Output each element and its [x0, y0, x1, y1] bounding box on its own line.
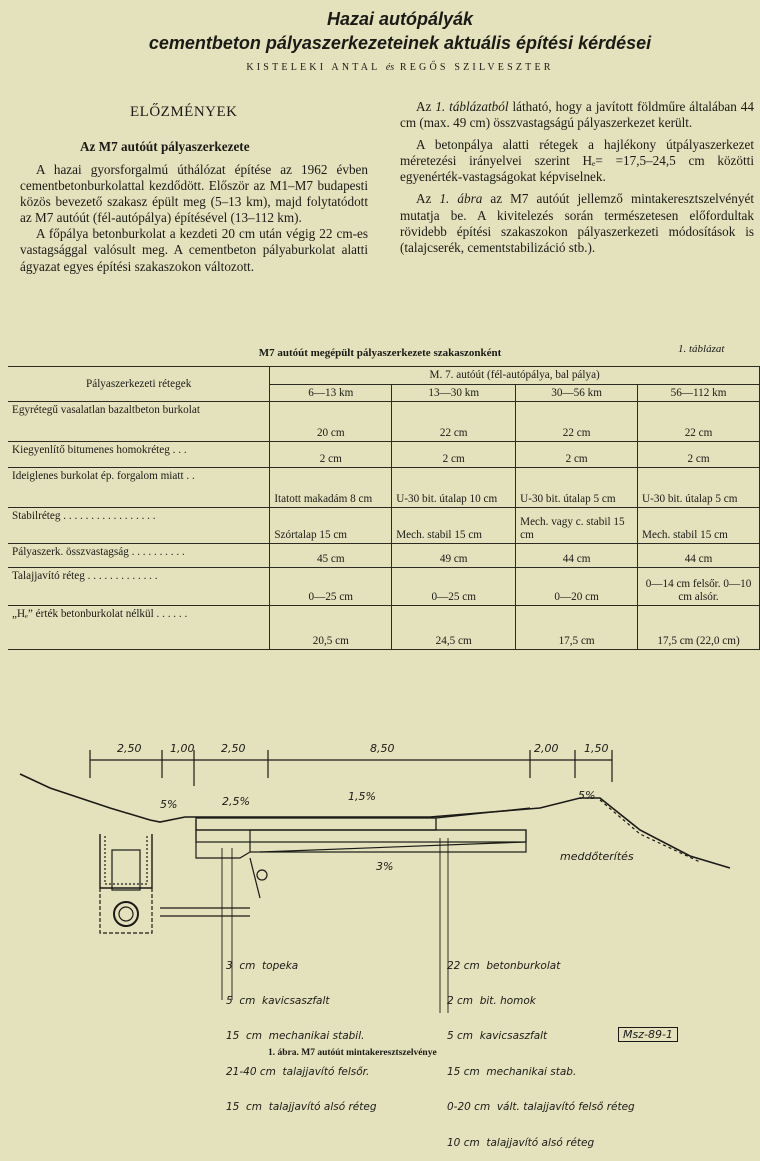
table-cell: 22 cm — [516, 402, 638, 442]
slope-label: 3% — [376, 860, 394, 873]
subgrade-slope — [260, 842, 526, 852]
table-cell: 17,5 cm (22,0 cm) — [638, 606, 760, 650]
table-cell: 0—14 cm felsőr. 0—10 cm alsór. — [638, 568, 760, 606]
legend-item: 0-20 cm vált. talajjavító felső réteg — [447, 1101, 635, 1114]
dimension-label: 2,50 — [221, 742, 246, 755]
table-cell: 44 cm — [516, 544, 638, 568]
author-1: KISTELEKI ANTAL — [246, 62, 381, 73]
table-cell: 45 cm — [270, 544, 392, 568]
table-cell: 17,5 cm — [516, 606, 638, 650]
dimension-label: 8,50 — [370, 742, 395, 755]
left-column — [20, 162, 368, 281]
table-row — [8, 544, 760, 568]
legend-item: 15 cm mechanikai stabil. — [226, 1030, 365, 1043]
table-header-section: 30—56 km — [516, 384, 638, 402]
paragraph: Az 1. táblázatból látható, hogy a javított földműre általában 44 cm (max. 49 cm) összvastagságú pályaszerkezet került. — [400, 99, 754, 131]
legend-item: 22 cm betonburkolat — [447, 959, 561, 972]
table-row — [8, 468, 760, 508]
dimension-label: 1,00 — [170, 742, 195, 755]
slope-label: 5% — [160, 798, 178, 811]
authors — [20, 62, 760, 73]
legend-item: 5 cm kavicsaszfalt — [447, 1030, 548, 1043]
table-header-group: M. 7. autóút (fél-autópálya, bal pálya) — [270, 367, 760, 385]
table-cell: 2 cm — [392, 442, 516, 468]
subsection-heading: Az M7 autóút pályaszerkezete — [80, 139, 250, 154]
table-header-section: 56—112 km — [638, 384, 760, 402]
table-cell: Mech. stabil 15 cm — [638, 508, 760, 544]
table-cell: Szórtalap 15 cm — [270, 508, 392, 544]
table-row — [8, 568, 760, 606]
table-header-section: 6—13 km — [270, 384, 392, 402]
dimension-label: 2,50 — [117, 742, 142, 755]
drain-pipe — [114, 902, 138, 926]
paragraph: Az 1. ábra az M7 autóút jellemző mintakeresztszelvényét mutatja be. A kivitelezés során természetesen előfordultak rövidebb építési szakaszokon pályaszerkezeti módosítások is (talajcserék, cementstabilizáció stb.). — [400, 191, 754, 255]
slope-label: 2,5% — [222, 795, 250, 808]
row-label: Talajjavító réteg . . . . . . . . . . . . . — [8, 568, 270, 606]
table-cell: U-30 bit. útalap 5 cm — [516, 468, 638, 508]
table-cell: 22 cm — [638, 402, 760, 442]
table-row — [8, 442, 760, 468]
concrete-slab — [196, 818, 436, 830]
paragraph: A főpálya betonburkolat a kezdeti 20 cm után végig 22 cm-es vastagsággal valósult meg. A cementbeton pályaburkolat alatti ágyazat egyes építési szakaszokon változott. — [20, 226, 368, 274]
legend-item: 5 cm kavicsaszfalt — [226, 994, 330, 1007]
row-label: Kiegyenlítő bitumenes homokréteg . . . — [8, 442, 270, 468]
legend-item: 10 cm talajjavító alsó réteg — [447, 1136, 595, 1149]
table-cell: 20 cm — [270, 402, 392, 442]
legend-item: 2 cm bit. homok — [447, 994, 536, 1007]
legend-right — [447, 937, 635, 1161]
table-cell: 20,5 cm — [270, 606, 392, 650]
table-cell: Itatott makadám 8 cm — [270, 468, 392, 508]
table-cell: Mech. vagy c. stabil 15 cm — [516, 508, 638, 544]
table-reference: 1. táblázatból — [435, 99, 509, 114]
edge-drain — [257, 870, 267, 880]
section-heading: ELŐZMÉNYEK — [130, 104, 238, 120]
paragraph: A hazai gyorsforgalmú úthálózat építése az 1962 évben cementbetonburkolattal kezdődött. Először az M1–M7 budapesti közös bevezető szakasz épült meg (5–13 km), majd folytatódott az M7 autóút (fél-autópálya) építésével (13–112 km). — [20, 162, 368, 226]
dimension-label: 2,00 — [534, 742, 559, 755]
author-2: REGŐS SZILVESZTER — [399, 62, 554, 73]
dimension-label: 1,50 — [584, 742, 609, 755]
row-label: Pályaszerk. összvastagság . . . . . . . . . . — [8, 544, 270, 568]
legend-left — [226, 937, 377, 1126]
table-cell: U-30 bit. útalap 5 cm — [638, 468, 760, 508]
embankment-label: meddőterítés — [560, 850, 634, 863]
shoulder-edge — [196, 820, 250, 858]
table-header-section: 13—30 km — [392, 384, 516, 402]
figure-reference: 1. ábra — [439, 191, 483, 207]
table-cell: U-30 bit. útalap 10 cm — [392, 468, 516, 508]
stabilised-layer — [250, 830, 526, 852]
table-header-layers: Pályaszerkezeti rétegek — [8, 367, 270, 402]
table-cell: 22 cm — [392, 402, 516, 442]
table-caption: M7 autóút megépült pályaszerkezete szakaszonként — [258, 347, 502, 359]
figure-caption: 1. ábra. M7 autóút mintakeresztszelvénye — [268, 1048, 437, 1058]
pavement-layers-table — [8, 366, 760, 650]
table-cell: 2 cm — [270, 442, 392, 468]
author-conjunction: és — [385, 62, 395, 73]
table-cell: 44 cm — [638, 544, 760, 568]
table-number: 1. táblázat — [678, 343, 725, 355]
table-row — [8, 402, 760, 442]
article-title-line-1: Hazai autópályák — [326, 9, 474, 29]
right-column — [400, 99, 754, 262]
row-label: Stabilréteg . . . . . . . . . . . . . . . . . — [8, 508, 270, 544]
table-cell: Mech. stabil 15 cm — [392, 508, 516, 544]
slope-label: 5% — [578, 789, 596, 802]
paragraph: A betonpálya alatti rétegek a hajlékony útpályaszerkezet méretezési irányelvei szerint Hₑ= =17,5–24,5 cm közötti egyenérték-vastagságokat képviselnek. — [400, 137, 754, 185]
legend-item: 15 cm mechanikai stab. — [447, 1065, 577, 1078]
legend-item: 3 cm topeka — [226, 959, 299, 972]
base-layer — [196, 830, 526, 842]
table-cell: 24,5 cm — [392, 606, 516, 650]
drain-trench — [100, 834, 152, 888]
table-cell: 0—20 cm — [516, 568, 638, 606]
row-label: „Hₑ” érték betonburkolat nélkül . . . . . . — [8, 606, 270, 650]
table-cell: 0—25 cm — [270, 568, 392, 606]
table-cell: 0—25 cm — [392, 568, 516, 606]
table-cell: 49 cm — [392, 544, 516, 568]
row-label: Egyrétegű vasalatlan bazaltbeton burkolat — [8, 402, 270, 442]
table-cell: 2 cm — [638, 442, 760, 468]
article-title-line-2: cementbeton pályaszerkezeteinek aktuális építési kérdései — [148, 33, 652, 53]
slope-label: 1,5% — [348, 790, 376, 803]
legend-item: 15 cm talajjavító alsó réteg — [226, 1101, 377, 1114]
cross-section-drawing — [0, 738, 760, 1038]
row-label: Ideiglenes burkolat ép. forgalom miatt . . — [8, 468, 270, 508]
legend-item: 21-40 cm talajjavító felsőr. — [226, 1065, 370, 1078]
table-row — [8, 606, 760, 650]
table-cell: 2 cm — [516, 442, 638, 468]
drawing-stamp: Msz-89-1 — [618, 1027, 678, 1042]
table-row — [8, 508, 760, 544]
dimension-ticks — [90, 750, 612, 786]
